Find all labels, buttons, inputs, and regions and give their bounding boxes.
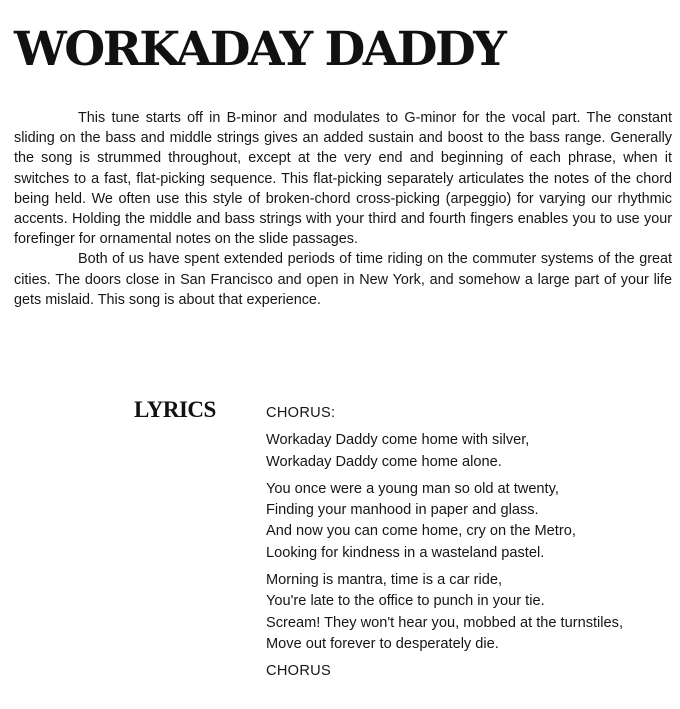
lyric-line: Move out forever to desperately die. — [266, 635, 499, 652]
lyric-line: Scream! They won't hear you, mobbed at the turnstiles, — [266, 614, 624, 631]
lyric-line: Morning is mantra, time is a car ride, — [266, 572, 503, 589]
intro-text — [14, 108, 672, 310]
lyrics-stanza-chorus — [266, 430, 676, 473]
chorus-label: CHORUS: — [266, 405, 336, 421]
intro-paragraph: Both of us have spent extended periods of time riding on the commuter systems of the great cities. The doors close in San Francisco and open in New York, and somehow a large part of your life gets mislaid. This song is about that experience. — [14, 251, 672, 308]
lyric-line: Looking for kindness in a wasteland pastel. — [266, 544, 545, 561]
lyric-line: Workaday Daddy come home alone. — [266, 453, 502, 470]
lyric-line: You're late to the office to punch in your tie. — [266, 593, 545, 610]
lyrics-block — [266, 403, 676, 683]
lyric-line: Finding your manhood in paper and glass. — [266, 502, 539, 519]
lyric-line: And now you can come home, cry on the Metro, — [266, 523, 576, 540]
lyrics-stanza-verse-1 — [266, 479, 676, 564]
lyrics-heading: LYRICS — [134, 397, 216, 422]
song-title: WORKADAY DADDY — [14, 22, 505, 77]
chorus-repeat-label: CHORUS — [266, 663, 332, 680]
lyric-line: You once were a young man so old at twenty, — [266, 480, 559, 497]
lyric-line: Workaday Daddy come home with silver, — [266, 432, 530, 449]
intro-paragraph: This tune starts off in B-minor and modulates to G-minor for the vocal part. The constant sliding on the bass and middle strings gives an added sustain and boost to the bass range. Generally the song is strummed throughout, except at the very end and beginning of each phrase, when it switches to a fast, flat-picking sequence. This flat-picking separately articulates the notes of the chord being held. We often use this style of broken-chord cross-picking (arpeggio) for varying our rhythmic accents. Holding the middle and bass strings with your third and fourth fingers enables you to use your forefinger for ornamental notes on the slide passages. — [14, 110, 672, 248]
lyrics-stanza-verse-2 — [266, 570, 676, 655]
